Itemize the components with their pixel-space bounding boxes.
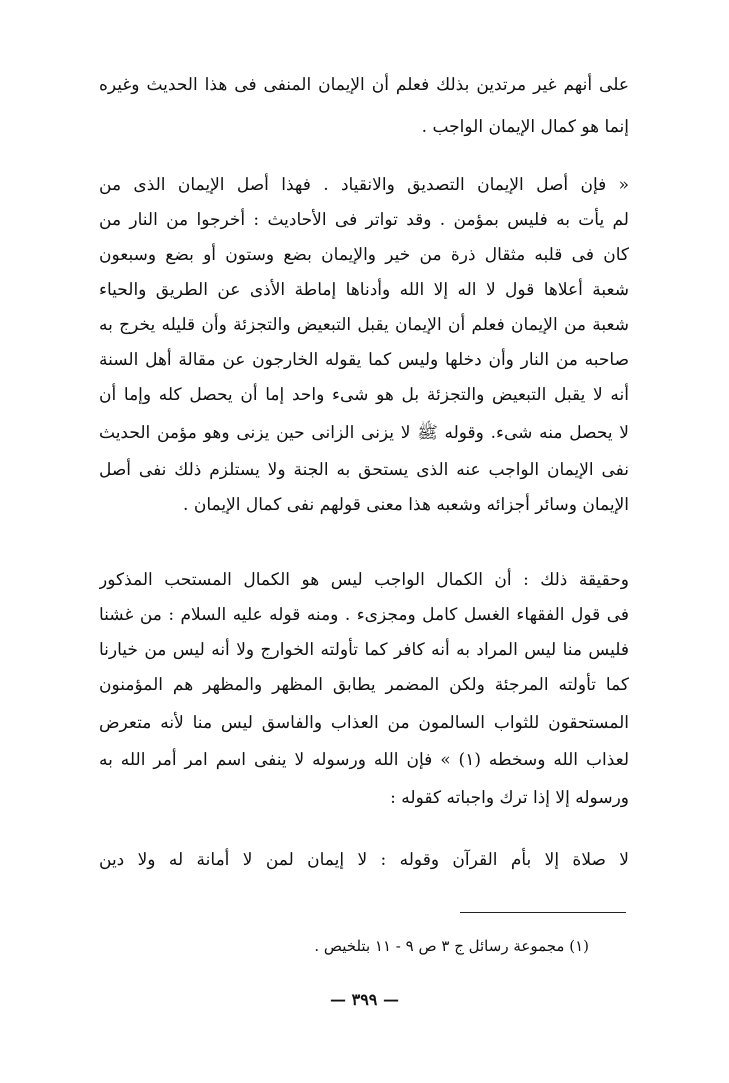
text-line: صاحبه من النار وأن دخلها وليس كما يقوله الخارجون عن مقالة أهل السنة: [99, 350, 629, 370]
text-line: إنما هو كمال الإيمان الواجب .: [421, 117, 629, 137]
text-line: شعبة من الإيمان فعلم أن الإيمان يقبل التبعيض والتجزئة وأن قليله يخرج به: [99, 315, 629, 335]
page-number: — ٣٩٩ —: [330, 990, 399, 1009]
text-line: لا صلاة إلا بأم القرآن وقوله : لا إيمان لمن لا أمانة له ولا دين: [99, 850, 629, 870]
footnote-divider: [460, 912, 626, 913]
text-line: على أنهم غير مرتدين بذلك فعلم أن الإيمان المنفى فى هذا الحديث وغيره: [99, 75, 629, 95]
text-line: فى قول الفقهاء الغسل كامل ومجزىء . ومنه قوله عليه السلام : من غشنا: [99, 605, 629, 625]
text-line: الإيمان وسائر أجزائه وشعبه هذا معنى قولهم نفى كمال الإيمان .: [183, 495, 629, 515]
text-line: نفى الإيمان الواجب عنه الذى يستحق به الجنة ولا يستلزم ذلك نفى أصل: [99, 460, 629, 480]
text-line: المستحقون للثواب السالمون من العذاب والفاسق ليس منا لأنه متعرض: [99, 713, 629, 733]
text-line: وحقيقة ذلك : أن الكمال الواجب ليس هو الكمال المستحب المذكور: [99, 570, 629, 590]
text-line: شعبة أعلاها قول لا اله إلا الله وأدناها إماطة الأذى عن الطريق والحياء: [99, 280, 629, 300]
text-line: أنه لا يقبل التبعيض والتجزئة بل هو شىء واحد إما أن يحصل كله وإما أن: [99, 385, 629, 405]
text-line: لا يحصل منه شىء. وقوله ﷺ لا يزنى الزانى حين يزنى وهو مؤمن الحديث: [99, 423, 629, 443]
text-line: « فإن أصل الإيمان التصديق والانقياد . فهذا أصل الإيمان الذى من: [99, 175, 629, 195]
text-line: كما تأولته المرجئة ولكن المضمر يطابق المظهر والمظهر هم المؤمنون: [99, 675, 629, 695]
text-line: لعذاب الله وسخطه (١) » فإن الله ورسوله لا ينفى اسم امر أمر الله به: [99, 750, 629, 770]
footnote: (١) مجموعة رسائل ج ٣ ص ٩ - ١١ بتلخيص .: [314, 937, 589, 955]
text-line: لم يأت به فليس بمؤمن . وقد تواتر فى الأحاديث : أخرجوا من النار من: [99, 210, 629, 230]
text-line: ورسوله إلا إذا ترك واجباته كقوله :: [390, 788, 629, 808]
text-line: كان فى قلبه مثقال ذرة من خير والإيمان بضع وستون أو بضع وسبعون: [99, 245, 629, 265]
text-line: فليس منا ليس المراد به أنه كافر كما تأولته الخوارج ولا أنه ليس من خيارنا: [99, 640, 629, 660]
